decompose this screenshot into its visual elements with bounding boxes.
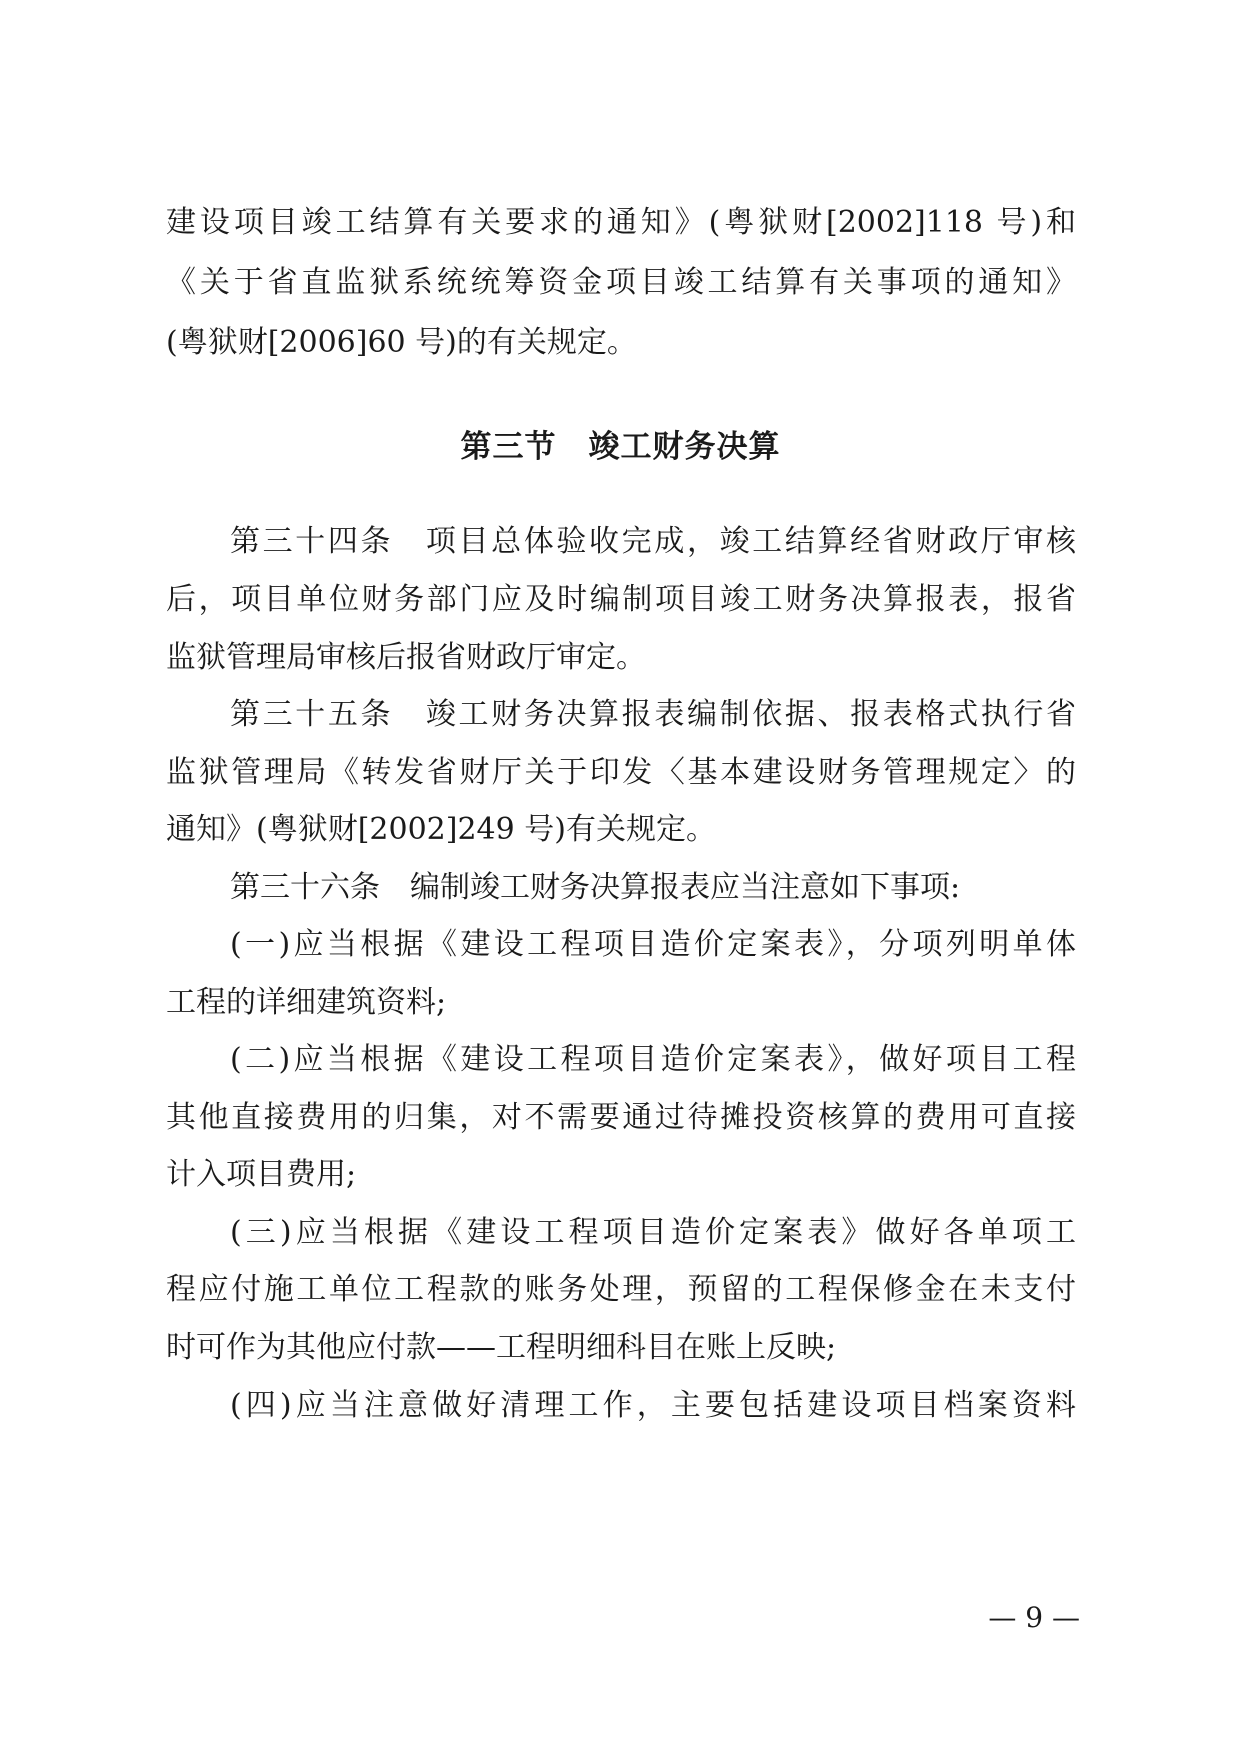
paragraph-line: 程应付施工单位工程款的账务处理，预留的工程保修金在未支付: [166, 1272, 1076, 1307]
paragraph-line: 工程的详细建筑资料;: [166, 985, 447, 1020]
paragraph-line: 建设项目竣工结算有关要求的通知》(粤狱财[2002]118 号)和: [166, 205, 1076, 240]
paragraph-line: 计入项目费用;: [166, 1157, 357, 1192]
page-number: — 9 —: [988, 1601, 1080, 1634]
paragraph-line: 第三十六条 编制竣工财务决算报表应当注意如下事项:: [230, 870, 961, 905]
paragraph-line: (四)应当注意做好清理工作，主要包括建设项目档案资料: [230, 1388, 1076, 1423]
paragraph-line: 通知》(粤狱财[2002]249 号)有关规定。: [166, 812, 716, 847]
paragraph-line: 第三十五条 竣工财务决算报表编制依据、报表格式执行省: [230, 697, 1076, 732]
paragraph-line: (三)应当根据《建设工程项目造价定案表》做好各单项工: [230, 1215, 1076, 1250]
paragraph-line: (一)应当根据《建设工程项目造价定案表》，分项列明单体: [230, 927, 1076, 962]
paragraph-line: 监狱管理局《转发省财厅关于印发〈基本建设财务管理规定〉的: [166, 755, 1076, 790]
paragraph-line: 时可作为其他应付款——工程明细科目在账上反映;: [166, 1330, 837, 1365]
paragraph-line: (粤狱财[2006]60 号)的有关规定。: [166, 325, 637, 360]
paragraph-line: 监狱管理局审核后报省财政厅审定。: [166, 640, 646, 675]
section-heading: 第三节 竣工财务决算: [460, 429, 781, 465]
paragraph-line: (二)应当根据《建设工程项目造价定案表》，做好项目工程: [230, 1042, 1076, 1077]
paragraph-line: 第三十四条 项目总体验收完成，竣工结算经省财政厅审核: [230, 524, 1076, 559]
paragraph-line: 其他直接费用的归集，对不需要通过待摊投资核算的费用可直接: [166, 1100, 1076, 1135]
paragraph-line: 《关于省直监狱系统统筹资金项目竣工结算有关事项的通知》: [166, 265, 1076, 300]
paragraph-line: 后，项目单位财务部门应及时编制项目竣工财务决算报表，报省: [166, 582, 1076, 617]
